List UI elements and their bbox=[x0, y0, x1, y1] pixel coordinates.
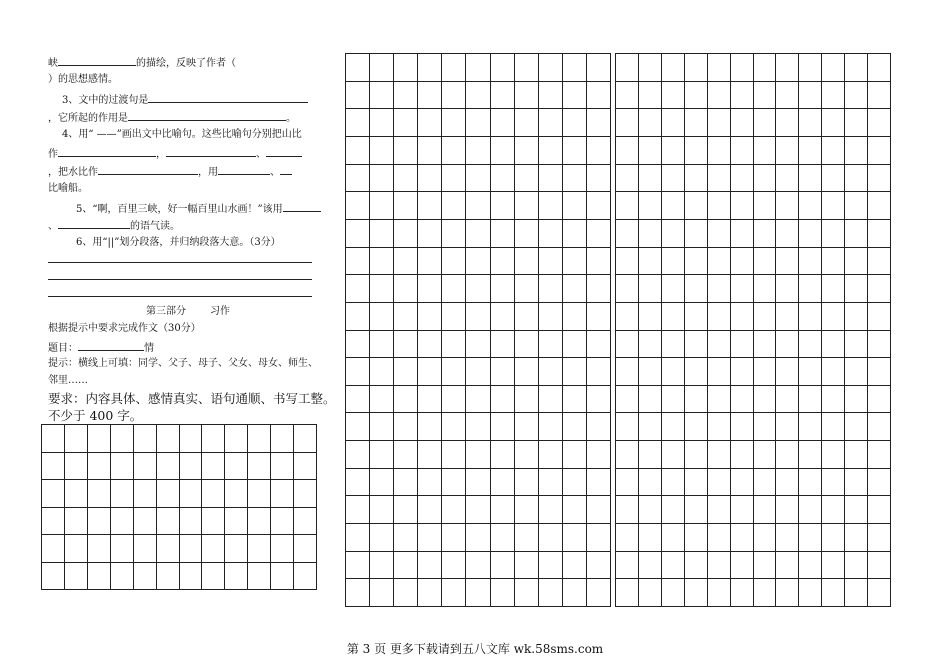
q4-sep-2: 、 bbox=[256, 149, 266, 160]
grid-lines bbox=[615, 53, 891, 607]
q4-blank-4[interactable] bbox=[98, 165, 198, 175]
q4-sep-1: ， bbox=[156, 149, 166, 160]
q4-line-4: 比喻船。 bbox=[48, 183, 88, 194]
q4-line-2 bbox=[48, 147, 302, 161]
essay-hint-line-2: 邻里…… bbox=[48, 375, 88, 386]
q4-line-3 bbox=[48, 165, 292, 179]
q3-text-b: ，它所起的作用是 bbox=[48, 113, 128, 124]
q4-line-1: 4、用“ ——”画出文中比喻句。这些比喻句分别把山比 bbox=[62, 129, 302, 140]
q5-blank-2[interactable] bbox=[58, 219, 130, 229]
grid-lines bbox=[345, 53, 611, 607]
essay-title-suffix: 情 bbox=[144, 343, 154, 354]
essay-grid-middle[interactable] bbox=[345, 53, 611, 607]
essay-hint-line-1: 提示：横线上可填：同学、父子、母子、父女、母女、师生、 bbox=[48, 358, 318, 369]
q4-blank-5[interactable] bbox=[218, 165, 270, 175]
q3-blank-1[interactable] bbox=[148, 93, 308, 103]
part3-instruction: 根据提示中要求完成作文（30分） bbox=[48, 323, 201, 334]
q4-blank-2[interactable] bbox=[166, 147, 256, 157]
grid-lines bbox=[41, 424, 317, 590]
q6-text: 6、用“||”划分段落，并归纳段落大意。（3分） bbox=[76, 237, 281, 248]
q4-blank-6[interactable] bbox=[280, 165, 292, 175]
part3-heading bbox=[146, 306, 230, 318]
essay-grid-small[interactable] bbox=[41, 424, 317, 590]
q6-answer-line-3[interactable] bbox=[48, 296, 312, 297]
q3-end: 。 bbox=[286, 113, 296, 124]
q2-blank[interactable] bbox=[58, 56, 136, 66]
q4-text-c-mid: ，用 bbox=[198, 167, 218, 178]
q6-answer-line-1[interactable] bbox=[48, 262, 312, 263]
q3-line-2 bbox=[48, 111, 296, 125]
q3-line-1 bbox=[62, 93, 308, 107]
q2-text-b: 的描绘，反映了作者（ bbox=[136, 58, 236, 69]
q5-text-c: 的语气读。 bbox=[130, 221, 180, 232]
q3-blank-2[interactable] bbox=[128, 111, 286, 121]
q5-blank-1[interactable] bbox=[283, 202, 321, 212]
q5-text-a: 5、“啊，百里三峡，好一幅百里山水画！”该用 bbox=[76, 204, 283, 215]
q5-text-b: 、 bbox=[48, 221, 58, 232]
essay-requirement-line-1: 要求：内容具体、感情真实、语句通顺、书写工整。 bbox=[48, 391, 336, 406]
q2-text-a: 峡 bbox=[48, 58, 58, 69]
essay-title-blank[interactable] bbox=[78, 341, 144, 351]
essay-requirement-line-2: 不少于 400 字。 bbox=[48, 408, 143, 423]
q2-continuation-line bbox=[48, 56, 236, 70]
essay-title-label: 题目： bbox=[48, 343, 78, 354]
essay-title-line bbox=[48, 341, 154, 355]
q3-text-a: 3、文中的过渡句是 bbox=[62, 95, 149, 106]
q4-blank-3[interactable] bbox=[266, 147, 302, 157]
part3-heading-title: 第三部分 bbox=[146, 306, 186, 317]
q4-blank-1[interactable] bbox=[58, 147, 156, 157]
q5-line-1 bbox=[76, 202, 321, 216]
page-footer: 第 3 页 更多下载请到五八文库 wk.58sms.com bbox=[346, 642, 604, 656]
part3-heading-sub: 习作 bbox=[210, 306, 230, 317]
q4-text-b: 作 bbox=[48, 149, 58, 160]
q2-continuation-end: ）的思想感情。 bbox=[48, 74, 118, 85]
q4-text-c: ，把水比作 bbox=[48, 167, 98, 178]
essay-grid-right[interactable] bbox=[615, 53, 891, 607]
q6-answer-line-2[interactable] bbox=[48, 279, 312, 280]
q5-line-2 bbox=[48, 219, 180, 233]
q4-text-c-sep: 、 bbox=[270, 167, 280, 178]
